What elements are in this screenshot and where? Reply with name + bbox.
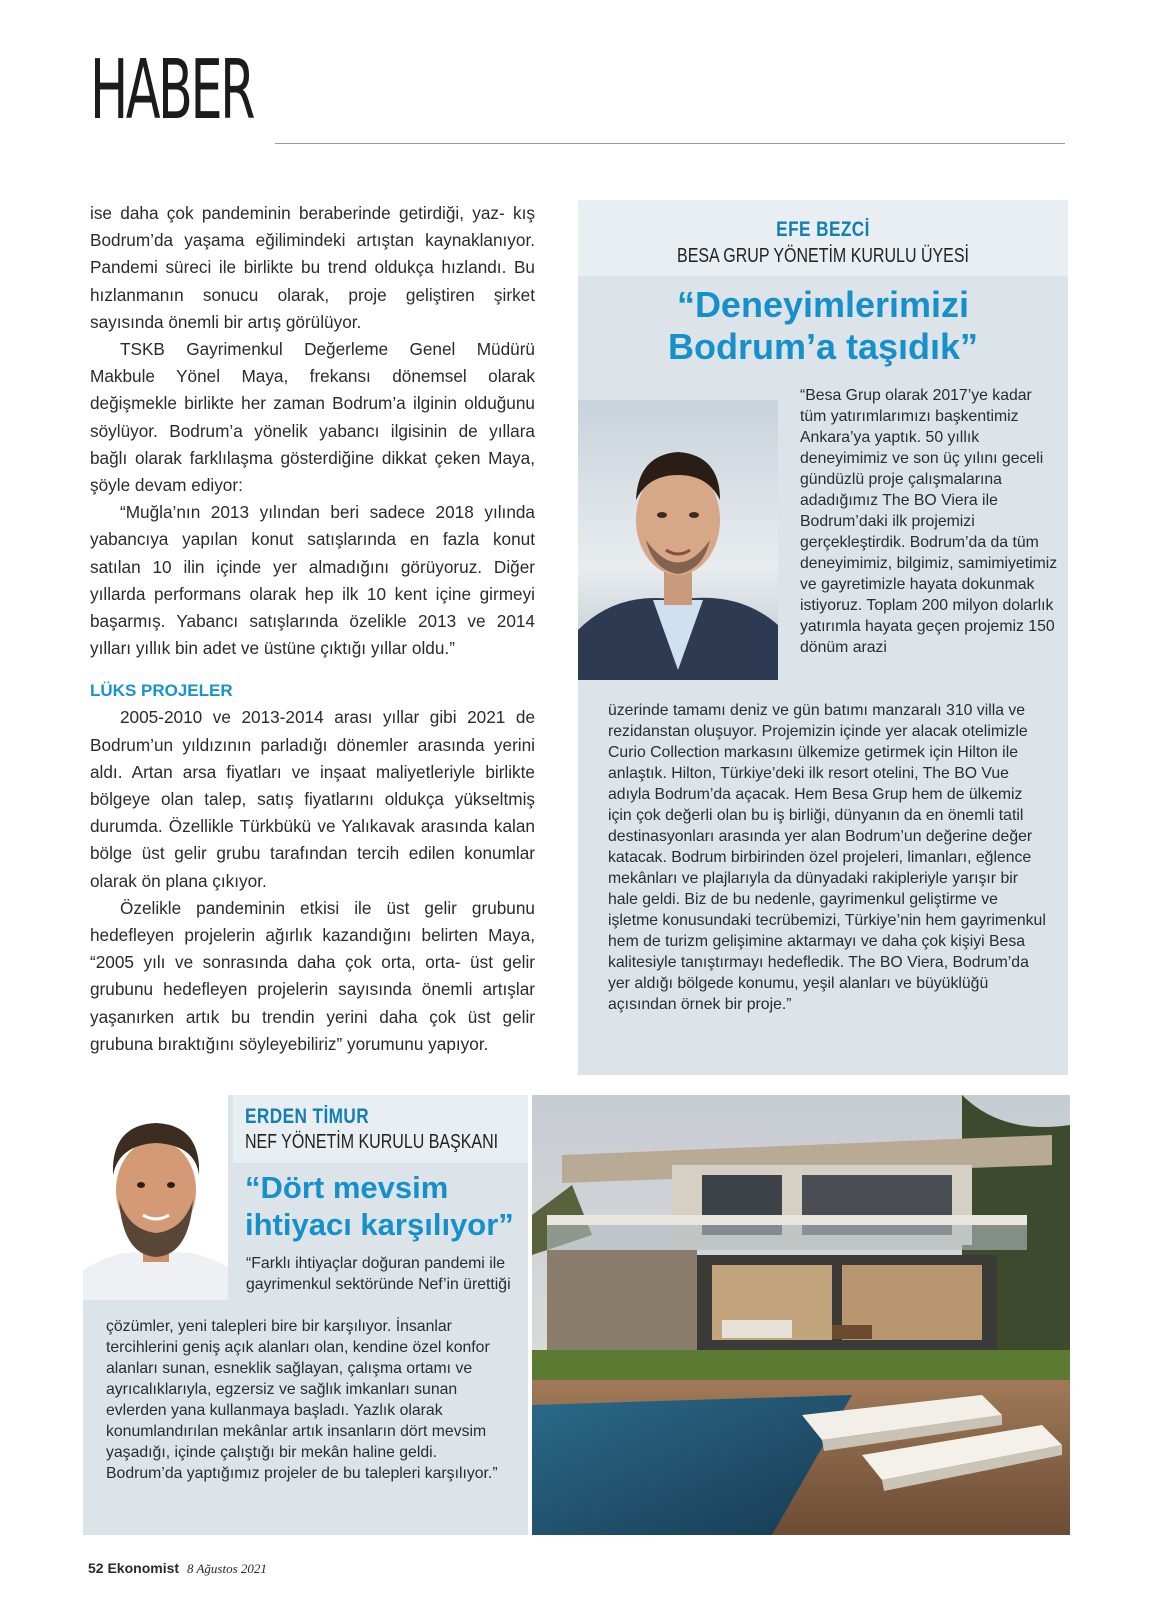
- portrait-photo: [578, 400, 778, 680]
- article-paragraph: Özelikle pandeminin etkisi ile üst gelir grubunu hedefleyen projelerin ağırlık kazandığını belirten Maya, “2005 yılı ve sonrasında daha çok orta, orta- üst gelir grubunu hedefleyen projelerin sayısında önemli artışlar yaşanırken artık bu trendin yerini daha çok üst gelir grubuna bıraktığını söyleyebiliriz” yorumunu yapıyor.: [90, 897, 535, 1054]
- quote-headline-line: ihtiyacı karşılıyor”: [245, 1207, 514, 1242]
- quote-headline: [245, 1169, 514, 1243]
- interviewee-role: NEF YÖNETİM KURULU BAŞKANI: [245, 1131, 499, 1153]
- quote-headline-line: Bodrum’a taşıdık”: [667, 326, 979, 367]
- quote-text: çözümler, yeni talepleri bire bir karşılıyor. İnsanlar tercihlerini geniş açık alanları olan, kendine özel konfor alanları sunan, esneklik sağlayan, çalışma ortamı ve ayrıcalıklarıyla, egzersiz ve sağlık imkanları sunan evlerden yana kullanmaya başladı. Yazlık olarak konumlandırılan mekânlar artık insanların dört mevsim yaşadığı, içinde çalıştığı bir mekân haline geldi. Bodrum’da yaptığımız projeler de bu talepleri karşılıyor.”: [106, 1318, 498, 1482]
- quote-text: “Besa Grup olarak 2017’ye kadar tüm yatırımlarımızı başkentimiz Ankara’ya yaptık. 50 yıllık deneyimimiz ve son üç yılını geceli gündüzlü proje çalışmalarına adadığımız The BO Viera ile Bodrum’daki ilk projemizi gerçekleştirdik. Bodrum’da da tüm deneyimimiz, bilgimiz, samimiyetimiz ve gayretimizle hayata dokunmak istiyoruz. Toplam 200 milyon dolarlık yatırımla hayata geçen projemiz 150 dönüm arazi: [800, 387, 1058, 656]
- subheading: LÜKS PROJELER: [90, 681, 233, 701]
- issue-date: 8 Ağustos 2021: [186, 1561, 267, 1576]
- article-paragraph: “Muğla’nın 2013 yılından beri sadece 2018 yılında yabancıya yapılan konut satışlarında en fazla konut satılan 10 ilin içinde yer almadığını görüyoruz. Diğer yıllarda performans olarak hep ilk 10 kent içine girmeyi başarmış. Yabancı satışlarında özelikle 2013 ve 2014 yılları yıllık bin adet ve üstüne çıktığı yıllar oldu.”: [90, 502, 535, 659]
- title-rule: [275, 143, 1065, 144]
- page-number: 52: [88, 1560, 104, 1576]
- interviewee-name: ERDEN TİMUR: [245, 1105, 370, 1128]
- article-paragraph: 2005-2010 ve 2013-2014 arası yıllar gibi 2021 de Bodrum’un yıldızının parladığı dönemler arasında yerini aldı. Artan arsa fiyatları ve inşaat maliyetleriyle birlikte bölgeye olan talep, satış fiyatlarını oldukça yükseltmiş durumda. Özellikle Türkbükü ve Yalıkavak arasında kalan bölge üst gelir grubu tarafından tercih edilen konumlar olarak ön plana çıkıyor.: [90, 707, 535, 891]
- quote-text: üzerinde tamamı deniz ve gün batımı manzaralı 310 villa ve rezidanstan oluşuyor. Projemizin içinde yer alacak otelimizle Curio Collection markasını ülkemize getirmek için Hilton ile anlaştık. Hilton, Türkiye’deki ilk resort otelini, The BO Vue adıyla Bodrum’da açacak. Hem Besa Grup hem de ülkemiz için çok değerli olan bu iş birliği, dünyanın da en önemli tatil destinasyonları arasında yer alan Bodrum’un değerine değer katacak. Bodrum birbirinden özel projeleri, limanları, eğlence mekânları ve plajlarıyla da dünyadaki rakipleriyle yarışır bir hale geldi. Biz de bu nedenle, gayrimenkul geliştirme ve işletme konusundaki tecrübemizi, Türkiye’nin hem gayrimenkul hem de turizm gelişimine aktarmayı ve daha çok kişiyi Besa kalitesiyle tanıştırmayı hedefledik. The BO Viera, Bodrum’da yer aldığı bölgede konumu, yeşil alanları ve büyüklüğü açısından örnek bir proje.”: [608, 702, 1046, 1013]
- villa-photo: [532, 1095, 1070, 1535]
- quote-text: “Farklı ihtiyaçlar doğuran pandemi ile gayrimenkul sektöründe Nef’in ürettiği: [246, 1255, 511, 1293]
- interview-box-efe: [578, 200, 1068, 1075]
- magazine-name: Ekonomist: [107, 1560, 180, 1576]
- portrait-photo: [83, 1095, 228, 1300]
- quote-headline-line: “Deneyimlerimizi: [676, 284, 970, 325]
- page-footer: [88, 1560, 267, 1577]
- article-paragraph: ise daha çok pandeminin beraberinde getirdiği, yaz- kış Bodrum’da yaşama eğilimindeki artıştan kaynaklanıyor. Pandemi süreci ile birlikte bu trend oldukça hızlandı. Bu hızlanmanın sonucu olarak, proje geliştiren şirket sayısında önemli bir artış görülüyor.: [90, 203, 535, 332]
- interviewee-role: BESA GRUP YÖNETİM KURULU ÜYESİ: [677, 245, 969, 267]
- quote-headline-line: “Dört mevsim: [245, 1170, 449, 1205]
- section-title: HABER: [90, 43, 253, 138]
- interviewee-name: EFE BEZCİ: [776, 218, 870, 241]
- interview-box-erden: [83, 1095, 528, 1535]
- quote-headline: [578, 284, 1068, 368]
- article-paragraph: TSKB Gayrimenkul Değerleme Genel Müdürü Makbule Yönel Maya, frekansı dönemsel olarak değişmekle birlikte her zaman Bodrum’a ilginin olduğunu söylüyor. Bodrum’a yönelik yabancı ilgisinin de yıllara bağlı olarak farklılaşma gösterdiğine dikkat çeken Maya, şöyle devam ediyor:: [90, 339, 535, 496]
- main-article: [90, 200, 535, 1058]
